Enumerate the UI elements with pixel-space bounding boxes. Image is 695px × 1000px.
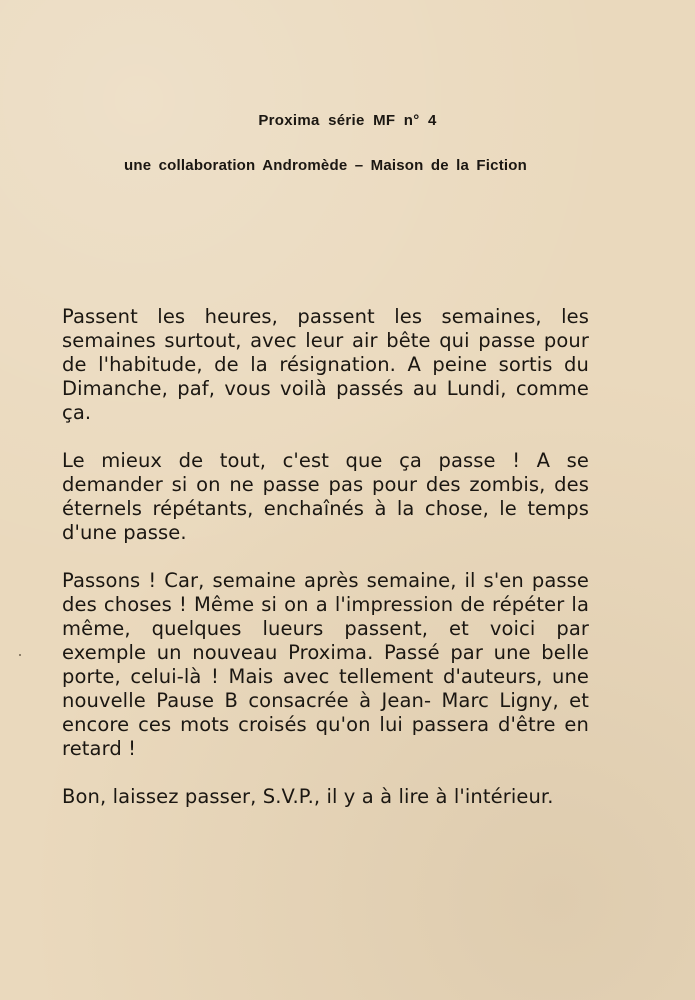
collaboration-subtitle: une collaboration Andromède – Maison de la Fiction	[124, 157, 527, 174]
series-title: Proxima série MF n° 4	[258, 112, 437, 129]
editorial-paragraph-4: Bon, laissez passer, S.V.P., il y a à lire à l'intérieur.	[62, 785, 554, 808]
editorial-text	[62, 305, 589, 809]
editorial-paragraph-2: Le mieux de tout, c'est que ça passe ! A se demander si on ne passe pas pour des zombis, des éternels répétants, enchaînés à la chose, le temps d'une passe.	[62, 449, 589, 544]
editorial-paragraph-1: Passent les heures, passent les semaines, les semaines surtout, avec leur air bête qui passe pour de l'habitude, de la résignation. A peine sortis du Dimanche, paf, vous voilà passés au Lundi, comme ça.	[62, 305, 589, 424]
paper-speck	[19, 654, 21, 656]
editorial-paragraph-3: Passons ! Car, semaine après semaine, il s'en passe des choses ! Même si on a l'impression de répéter la même, quelques lueurs passent, et voici par exemple un nouveau Proxima. Passé par une belle porte, celui-là ! Mais avec tellement d'auteurs, une nouvelle Pause B consacrée à Jean- Marc Ligny, et encore ces mots croisés qu'on lui passera d'être en retard !	[62, 569, 589, 760]
